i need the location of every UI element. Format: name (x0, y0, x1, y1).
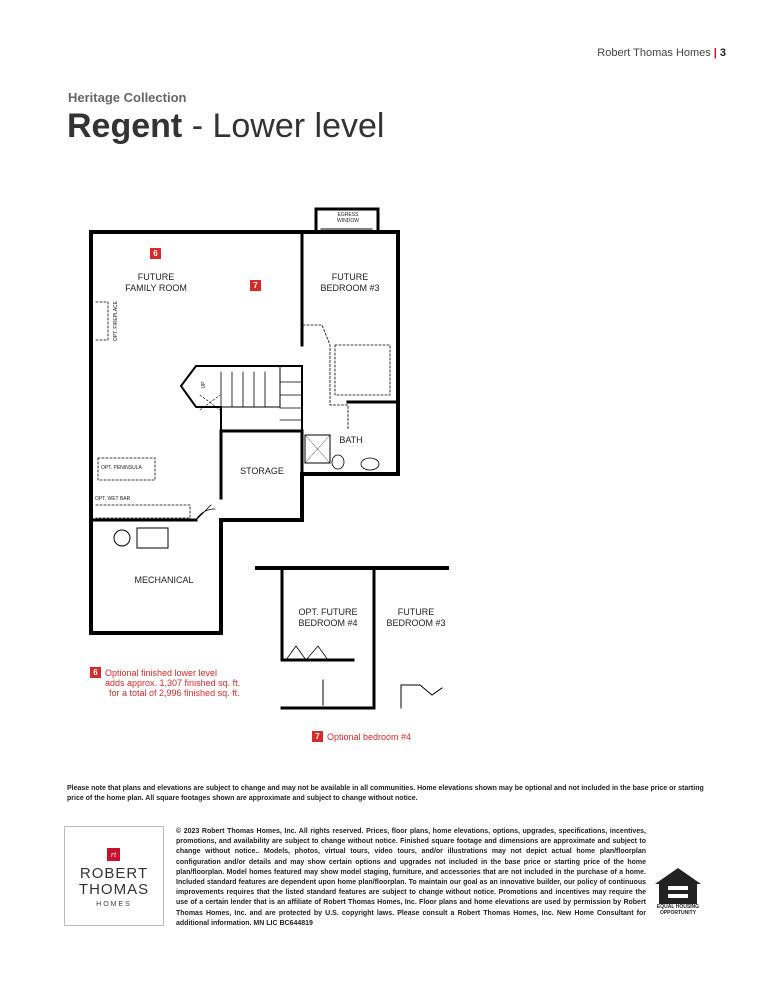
logo-line-1: ROBERT (79, 865, 149, 882)
note-6 (105, 668, 240, 698)
egress-window-label: EGRESS WINDOW (337, 212, 359, 224)
opt-fireplace-label: OPT. FIREPLACE (113, 300, 119, 342)
room-alt-future-bedroom-3: FUTURE BEDROOM #3 (386, 607, 446, 628)
note-7: Optional bedroom #4 (327, 732, 412, 742)
plan-badge-7: 7 (250, 280, 261, 291)
company-logo (64, 826, 164, 926)
page-number: 3 (719, 47, 726, 59)
stairs-up-label: UP (201, 381, 207, 389)
opt-wet-bar-label: OPT. WET BAR (95, 496, 131, 502)
company-name: Robert Thomas Homes (597, 47, 711, 59)
logo-line-3: HOMES (96, 901, 132, 908)
legal-text: © 2023 Robert Thomas Homes, Inc. All rights reserved. Prices, floor plans, home elevations, options, upgrades, specifications, incentives, promotions, and availability are subject to change without notice. Finished square footage and dimensions are approximate and subject to change without notice.. Models, photos, virtual tours, video tours, and/or illustrations may not depict actual home plan/floorplan configuration and/or details and may show certain options and upgrades not included in the base price or starting price of the home plan/floorplan. Model homes featured may show model staging, furniture, and accessories that are not included in the purchase of a home. Included standard features are dependent upon home plan/floorplan. To maintain our goal as an innovative builder, our policy of continuous improvements requires that the listed standard features are subject to change without notice. Promotions and incentives may require the use of a certain lender that is an affiliate of Robert Thomas Homes, Inc. Floor plans and home elevations are used by permission by Robert Thomas Homes, Inc. and are protected by U.S. copyright laws. Please consult a Robert Thomas Homes, Inc. New Home Consultant for additional information. MN LIC BC644819 (176, 828, 646, 927)
room-future-family-room: FUTURE FAMILY ROOM (125, 272, 187, 293)
header-separator: | (713, 47, 717, 59)
title-dash: - (191, 107, 204, 145)
logo-mark-icon: rt (107, 848, 120, 861)
equal-housing-text: EQUAL HOUSING OPPORTUNITY (656, 904, 700, 916)
collection-name: Heritage Collection (68, 90, 187, 105)
note-6-line-2: adds approx. 1,307 finished sq. ft. (105, 678, 241, 688)
logo-line-2: THOMAS (78, 881, 150, 898)
note-6-line-1: Optional finished lower level (105, 668, 218, 678)
disclaimer-text: Please note that plans and elevations are subject to change and may not be available in all communities. Home elevations shown may be optional and not included in the base price or starting price of the home plan. All square footages shown are approximate and subject to change without notice. (67, 785, 704, 802)
model-name: Regent (67, 107, 183, 145)
room-mechanical: MECHANICAL (134, 575, 194, 585)
room-storage: STORAGE (240, 466, 284, 476)
room-bath: BATH (339, 435, 363, 445)
note-7-badge: 7 (312, 731, 323, 742)
plan-badge-6: 6 (150, 248, 161, 259)
note-6-badge: 6 (90, 667, 101, 678)
note-6-line-3: for a total of 2,996 finished sq. ft. (109, 688, 240, 698)
opt-peninsula-label: OPT. PENINSULA (101, 465, 142, 471)
room-future-bedroom-3: FUTURE BEDROOM #3 (320, 272, 380, 293)
level-name: Lower level (212, 107, 385, 145)
room-opt-future-bedroom-4: OPT. FUTURE BEDROOM #4 (298, 607, 358, 628)
